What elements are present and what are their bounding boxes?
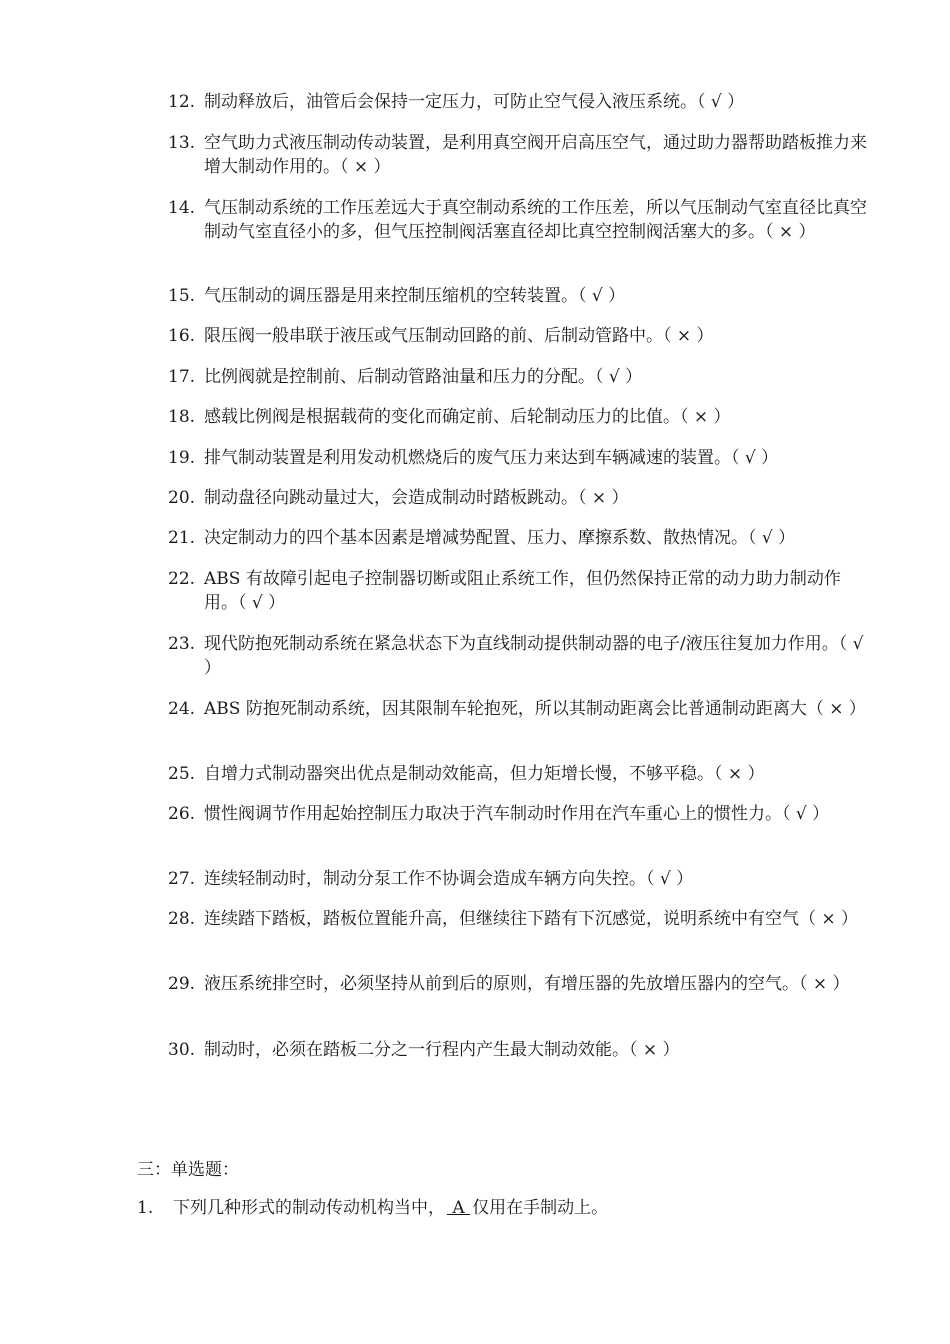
item-number: 30. <box>168 1040 196 1060</box>
item-14 <box>168 196 868 244</box>
item-20 <box>168 486 868 510</box>
section-title: 三：单选题： <box>137 1160 239 1180</box>
item-23 <box>168 632 868 680</box>
question-text-before: 下列几种形式的制动传动机构当中， <box>173 1198 445 1218</box>
item-number: 23. <box>168 634 196 654</box>
item-number: 25. <box>168 764 196 784</box>
item-number: 21. <box>168 528 196 548</box>
item-18 <box>168 405 868 429</box>
item-number: 12. <box>168 92 196 112</box>
item-text: 决定制动力的四个基本因素是增减势配置、压力、摩擦系数、散热情况。（ √ ） <box>204 528 796 548</box>
item-29 <box>168 972 868 996</box>
item-number: 17. <box>168 367 196 387</box>
item-text: 液压系统排空时，必须坚持从前到后的原则，有增压器的先放增压器内的空气。（ × ） <box>204 974 850 994</box>
item-text: 制动盘径向跳动量过大，会造成制动时踏板跳动。（ × ） <box>204 488 629 508</box>
item-text: 空气助力式液压制动传动装置，是利用真空阀开启高压空气，通过助力器帮助踏板推力来增大制动作用的。（ × ） <box>204 133 867 177</box>
item-text: ABS 有故障引起电子控制器切断或阻止系统工作，但仍然保持正常的动力助力制动作用。（ √ ） <box>204 569 841 613</box>
item-number: 15. <box>168 286 196 306</box>
item-text: 排气制动装置是利用发动机燃烧后的废气压力来达到车辆减速的装置。（ √ ） <box>204 448 779 468</box>
item-text: 连续踏下踏板，踏板位置能升高，但继续往下踏有下沉感觉，说明系统中有空气（ × ） <box>204 909 859 929</box>
item-number: 24. <box>168 699 196 719</box>
item-19 <box>168 446 868 470</box>
answer-blank: A <box>447 1198 471 1218</box>
item-number: 14. <box>168 198 196 218</box>
item-text: 自增力式制动器突出优点是制动效能高，但力矩增长慢，不够平稳。（ × ） <box>204 764 765 784</box>
item-number: 28. <box>168 909 196 929</box>
item-28 <box>168 907 868 931</box>
item-text: 制动释放后，油管后会保持一定压力，可防止空气侵入液压系统。（ √ ） <box>204 92 745 112</box>
item-number: 16. <box>168 326 196 346</box>
item-13 <box>168 131 868 179</box>
question-text-after: 仅用在手制动上。 <box>472 1198 609 1218</box>
item-15 <box>168 284 868 308</box>
item-number: 29. <box>168 974 196 994</box>
item-22 <box>168 567 868 615</box>
item-text: 比例阀就是控制前、后制动管路油量和压力的分配。（ √ ） <box>204 367 643 387</box>
item-26 <box>168 802 868 826</box>
item-text: 制动时，必须在踏板二分之一行程内产生最大制动效能。（ × ） <box>204 1040 680 1060</box>
item-25 <box>168 762 868 786</box>
item-24 <box>168 697 868 721</box>
item-27 <box>168 867 868 891</box>
item-text: 连续轻制动时，制动分泵工作不协调会造成车辆方向失控。（ √ ） <box>204 869 694 889</box>
item-text: 气压制动系统的工作压差远大于真空制动系统的工作压差，所以气压制动气室直径比真空制动气室直径小的多，但气压控制阀活塞直径却比真空控制阀活塞大的多。（ × ） <box>204 198 867 242</box>
item-number: 22. <box>168 569 196 589</box>
item-16 <box>168 324 868 348</box>
item-number: 27. <box>168 869 196 889</box>
item-number: 18. <box>168 407 196 427</box>
question-number: 1. <box>137 1198 154 1218</box>
item-number: 20. <box>168 488 196 508</box>
item-number: 26. <box>168 804 196 824</box>
item-text: 限压阀一般串联于液压或气压制动回路的前、后制动管路中。（ × ） <box>204 326 714 346</box>
item-text: 惯性阀调节作用起始控制压力取决于汽车制动时作用在汽车重心上的惯性力。（ √ ） <box>204 804 830 824</box>
item-text: 气压制动的调压器是用来控制压缩机的空转装置。（ √ ） <box>204 286 626 306</box>
question-text <box>173 1196 897 1220</box>
item-number: 13. <box>168 133 196 153</box>
item-12 <box>168 90 868 114</box>
item-number: 19. <box>168 448 196 468</box>
item-text: ABS 防抱死制动系统，因其限制车轮抱死，所以其制动距离会比普通制动距离大（ × ） <box>204 699 866 719</box>
item-text: 感载比例阀是根据载荷的变化而确定前、后轮制动压力的比值。（ × ） <box>204 407 731 427</box>
item-text: 现代防抱死制动系统在紧急状态下为直线制动提供制动器的电子/液压往复加力作用。（ √ ） <box>204 634 864 678</box>
item-21 <box>168 526 868 550</box>
item-17 <box>168 365 868 389</box>
item-30 <box>168 1038 868 1062</box>
question-1 <box>137 1196 897 1220</box>
